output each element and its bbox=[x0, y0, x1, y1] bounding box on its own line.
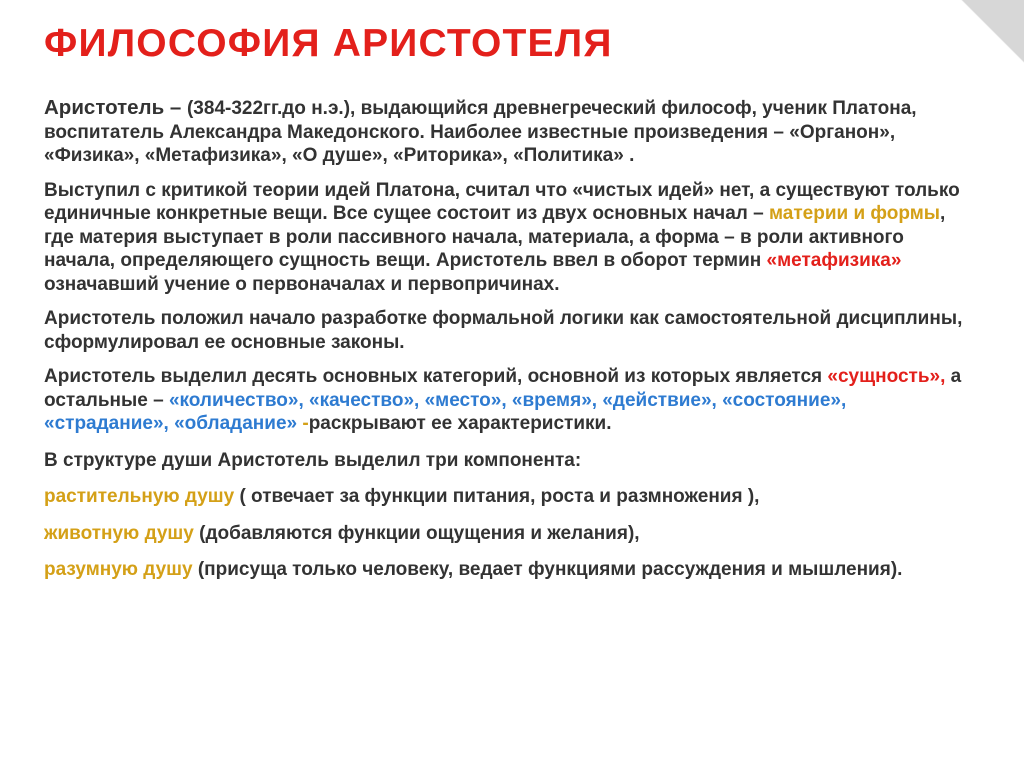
categories-text-2: а остальные – bbox=[44, 366, 962, 411]
paragraph-categories bbox=[44, 365, 974, 436]
critique-text-2: , где материя выступает в роли пассивного начала, материала, а форма – в роли активного начала, определяющего сущность вещи. Аристотель ввел в оборот термин bbox=[44, 203, 946, 271]
rational-soul-text: (присуща только человеку, ведает функциями рассуждения и мышления). bbox=[192, 559, 903, 580]
slide-body bbox=[44, 96, 974, 590]
paragraph-vegetative-soul bbox=[44, 485, 974, 509]
highlight-vegetative-soul: растительную душу bbox=[44, 486, 235, 507]
highlight-matter-form: материи и формы bbox=[768, 203, 941, 224]
corner-decoration bbox=[962, 0, 1024, 62]
paragraph-animal-soul bbox=[44, 522, 974, 546]
highlight-animal-soul: животную душу bbox=[44, 522, 194, 544]
highlight-metaphysics: «метафизика» bbox=[766, 250, 902, 271]
highlight-rational-soul: разумную душу bbox=[44, 559, 193, 580]
paragraph-logic: Аристотель положил начало разработке формальной логики как самостоятельной дисциплины, сформулировал ее основные законы. bbox=[44, 308, 963, 353]
philosopher-name: Аристотель – bbox=[44, 96, 187, 119]
paragraph-critique bbox=[44, 179, 974, 297]
vegetative-soul-text: ( отвечает за функции питания, роста и размножения ), bbox=[234, 486, 760, 507]
paragraph-biography bbox=[44, 96, 974, 168]
paragraph-rational-soul bbox=[44, 558, 974, 582]
biography-text: (384-322гг.до н.э.), выдающийся древнегреческий философ, ученик Платона, воспитатель Александра Македонского. Наиболее известные произведения – «Органон», «Физика», «Метафизика», «О душе», «Риторика», «Политика» . bbox=[44, 98, 917, 166]
highlight-categories-list: «количество», «качество», «место», «время», «действие», «состояние», «страдание», «обладание» bbox=[44, 389, 847, 434]
highlight-essence: «сущность», bbox=[827, 366, 946, 387]
categories-text-3: раскрывают ее характеристики. bbox=[308, 413, 612, 434]
critique-text-3: означавший учение о первоначалах и первопричинах. bbox=[44, 273, 560, 295]
slide-title: ФИЛОСОФИЯ АРИСТОТЕЛЯ bbox=[44, 22, 613, 65]
paragraph-soul-structure: В структуре души Аристотель выделил три компонента: bbox=[44, 449, 582, 471]
animal-soul-text: (добавляются функции ощущения и желания), bbox=[193, 522, 640, 544]
categories-text-1: Аристотель выделил десять основных категорий, основной из которых является bbox=[44, 366, 828, 387]
dash-mark: - bbox=[297, 413, 309, 434]
critique-text-1: Выступил с критикой теории идей Платона, считал что «чистых идей» нет, а существуют только единичные конкретные вещи. Все сущее состоит из двух основных начал – bbox=[44, 179, 960, 224]
